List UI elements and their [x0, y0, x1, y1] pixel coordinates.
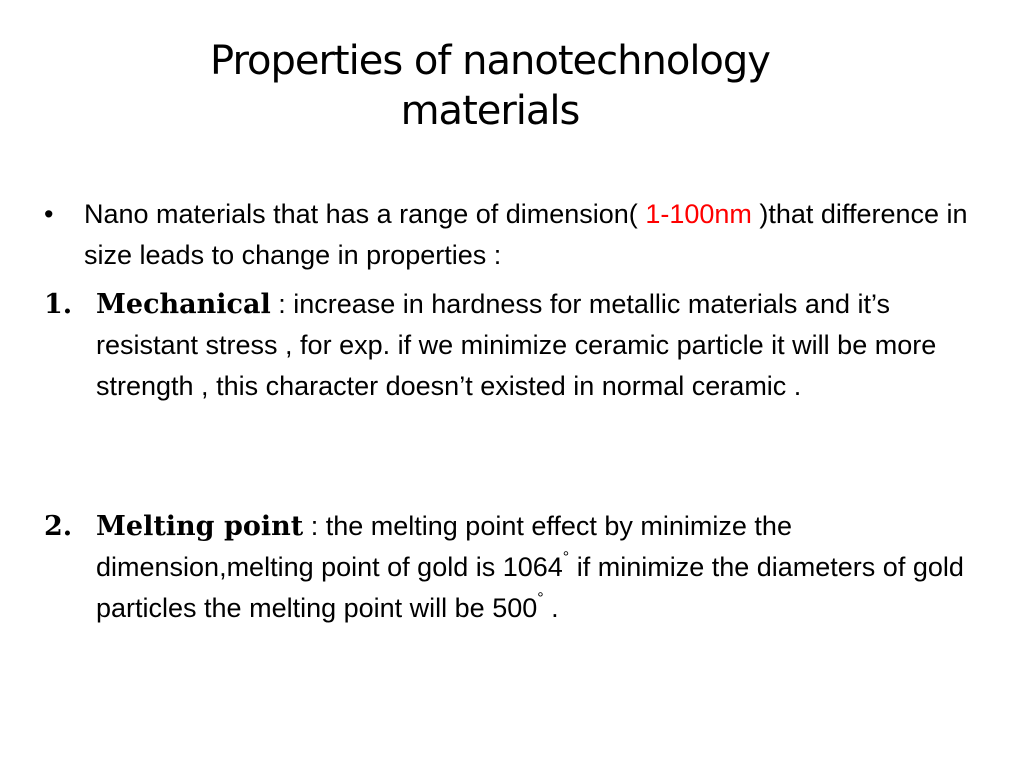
list-item-text-part-1: : the melting point effect by minimize the dimension,melting point of gold is 1064	[96, 511, 792, 582]
list-item-text-part-2: if minimize the diameters of gold particles the melting point will be 500	[96, 552, 964, 623]
dimension-range-highlight: 1-100nm	[645, 199, 752, 229]
list-item-body	[96, 506, 996, 629]
title-line-1: Properties of nanotechnology	[210, 38, 770, 84]
degree-symbol: °	[537, 590, 544, 607]
list-item-text-part-3: .	[543, 593, 559, 623]
intro-text-before: Nano materials that has a range of dimension(	[84, 199, 646, 229]
intro-bullet-text	[84, 194, 984, 276]
intro-text-after: )that difference in size leads to change in properties :	[84, 199, 968, 270]
page-title	[100, 36, 880, 136]
list-item-number: 2.	[44, 511, 73, 542]
list-item-heading: Mechanical	[96, 289, 271, 320]
degree-symbol: °	[562, 549, 570, 566]
list-item-heading: Melting point	[96, 511, 304, 542]
list-item-body	[96, 284, 996, 407]
list-item-number: 1.	[44, 289, 73, 320]
title-line-2: materials	[400, 88, 580, 134]
bullet-marker: •	[44, 199, 54, 229]
list-item-text: : increase in hardness for metallic materials and it’s resistant stress , for exp. if we minimize ceramic particle it will be more strength , this character doesn’t existed in normal ceramic .	[96, 289, 937, 401]
